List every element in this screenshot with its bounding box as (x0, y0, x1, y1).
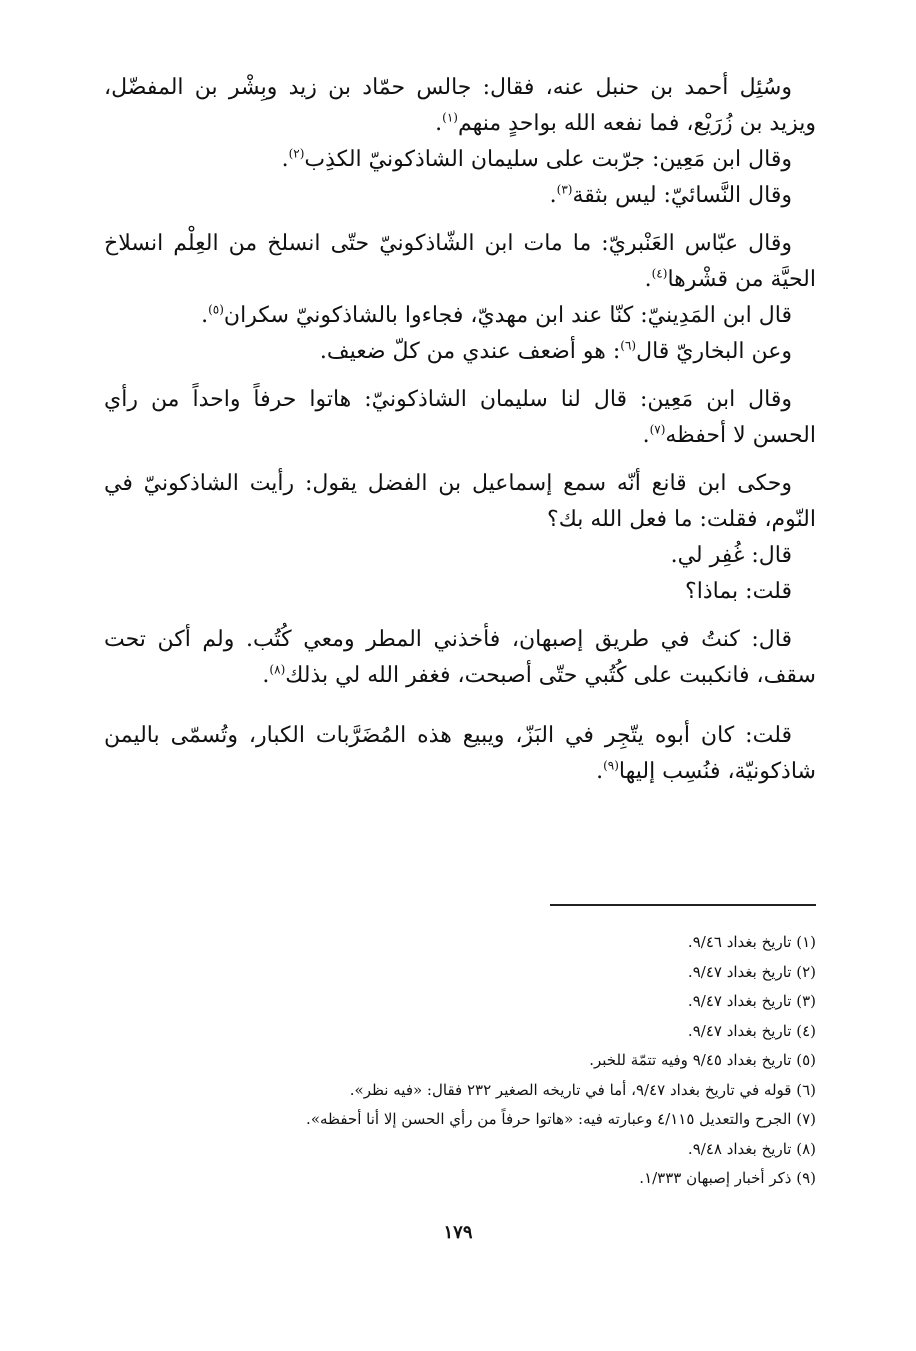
paragraph-7-text: وقال ابن مَعِين: قال لنا سليمان الشاذكونيّ: هاتوا حرفاً واحداً من رأي الحسن لا أحفظه (104, 387, 816, 448)
paragraph-4-end: . (644, 267, 652, 292)
footnote-ref-8: (٨) (269, 662, 286, 677)
paragraph-12-end: . (596, 759, 604, 784)
line-9: قال: غُفِر لي. (670, 543, 792, 568)
main-text (104, 70, 816, 802)
footnote-ref-4: (٤) (651, 266, 668, 281)
footnote-divider (550, 904, 816, 906)
line-2-end: . (281, 147, 289, 172)
footnote-1: (١) تاريخ بغداد ٩/٤٦. (687, 933, 816, 951)
paragraph-7 (104, 382, 816, 454)
paragraph-1-end: . (435, 111, 443, 136)
paragraph-1-text: وسُئِل أحمد بن حنبل عنه، فقال: جالس حمّاد بن زيد وبِشْر بن المفضّل، ويزيد بن زُرَيْع، فما نفعه الله بواحدٍ منهم (104, 75, 816, 136)
line-2-text: وقال ابن مَعِين: جرّبت على سليمان الشاذكونيّ الكذِب (304, 147, 792, 172)
line-6 (104, 334, 816, 370)
footnote-ref-6: (٦) (620, 338, 637, 353)
paragraph-11-text: قال: كنتُ في طريق إصبهان، فأخذني المطر ومعي كُتُب. ولم أكن تحت سقف، فانكببت على كُتُبي حتّى أصبحت، فغفر الله لي بذلك (104, 627, 816, 688)
footnote-ref-2: (٢) (288, 146, 305, 161)
line-5 (104, 298, 816, 334)
page-number: ١٧٩ (443, 1222, 473, 1243)
paragraph-4 (104, 226, 816, 298)
footnote-3: (٣) تاريخ بغداد ٩/٤٧. (687, 992, 816, 1010)
paragraph-7-end: . (642, 423, 650, 448)
footnote-ref-5: (٥) (208, 302, 224, 317)
line-3-text: وقال النَّسائيّ: ليس بثقة (572, 183, 792, 208)
footnote-2: (٢) تاريخ بغداد ٩/٤٧. (687, 962, 816, 981)
line-6-text-b: : هو أضعف عندي من كلّ ضعيف. (319, 339, 621, 364)
paragraph-4-text: وقال عبّاس العَنْبريّ: ما مات ابن الشّاذكونيّ حتّى انسلخ من العِلْم انسلاخ الحيَّة من قشْرها (104, 231, 816, 292)
line-2 (104, 142, 816, 178)
paragraph-12 (104, 718, 816, 790)
line-3-end: . (549, 183, 557, 208)
footnote-ref-7: (٧) (649, 422, 666, 437)
line-3 (104, 178, 816, 214)
line-10: قلت: بماذا؟ (685, 579, 792, 604)
footnote-8: (٨) تاريخ بغداد ٩/٤٨. (687, 1139, 816, 1158)
footnote-7: (٧) الجرح والتعديل ٤/١١٥ وعبارته فيه: «هاتوا حرفاً من رأي الحسن إلا أنا أحفظه». (306, 1110, 816, 1128)
paragraph-8: وحكى ابن قانع أنّه سمع إسماعيل بن الفضل يقول: رأيت الشاذكونيّ في النّوم، فقلت: ما فعل الله بك؟ (104, 471, 816, 532)
line-5-text: قال ابن المَدِينيّ: كنّا عند ابن مهديّ، فجاءوا بالشاذكونيّ سكران (223, 303, 792, 328)
footnote-4: (٤) تاريخ بغداد ٩/٤٧. (687, 1021, 816, 1040)
footnote-6: (٦) قوله في تاريخ بغداد ٩/٤٧، أما في تاريخه الصغير ٢٣٢ فقال: «فيه نظر». (349, 1080, 816, 1099)
paragraph-12-text: قلت: كان أبوه يتّجِر في البَزّ، ويبيع هذه المُضَرَّبات الكبار، وتُسمّى باليمن شاذكونيّة، فنُسِب إليها (104, 723, 816, 784)
footnotes (104, 928, 816, 1194)
line-5-end: . (201, 303, 209, 328)
paragraph-11-end: . (262, 663, 270, 688)
footnote-ref-3: (٣) (556, 182, 573, 197)
footnote-ref-9: (٩) (603, 758, 619, 773)
footnote-ref-1: (١) (442, 110, 458, 125)
line-6-text-a: وعن البخاريّ قال (636, 339, 792, 364)
paragraph-11 (104, 622, 816, 694)
footnote-9: (٩) ذكر أخبار إصبهان ١/٣٣٣. (639, 1169, 816, 1187)
paragraph-1 (104, 70, 816, 142)
footnote-5: (٥) تاريخ بغداد ٩/٤٥ وفيه تتمّة للخبر. (589, 1051, 816, 1069)
